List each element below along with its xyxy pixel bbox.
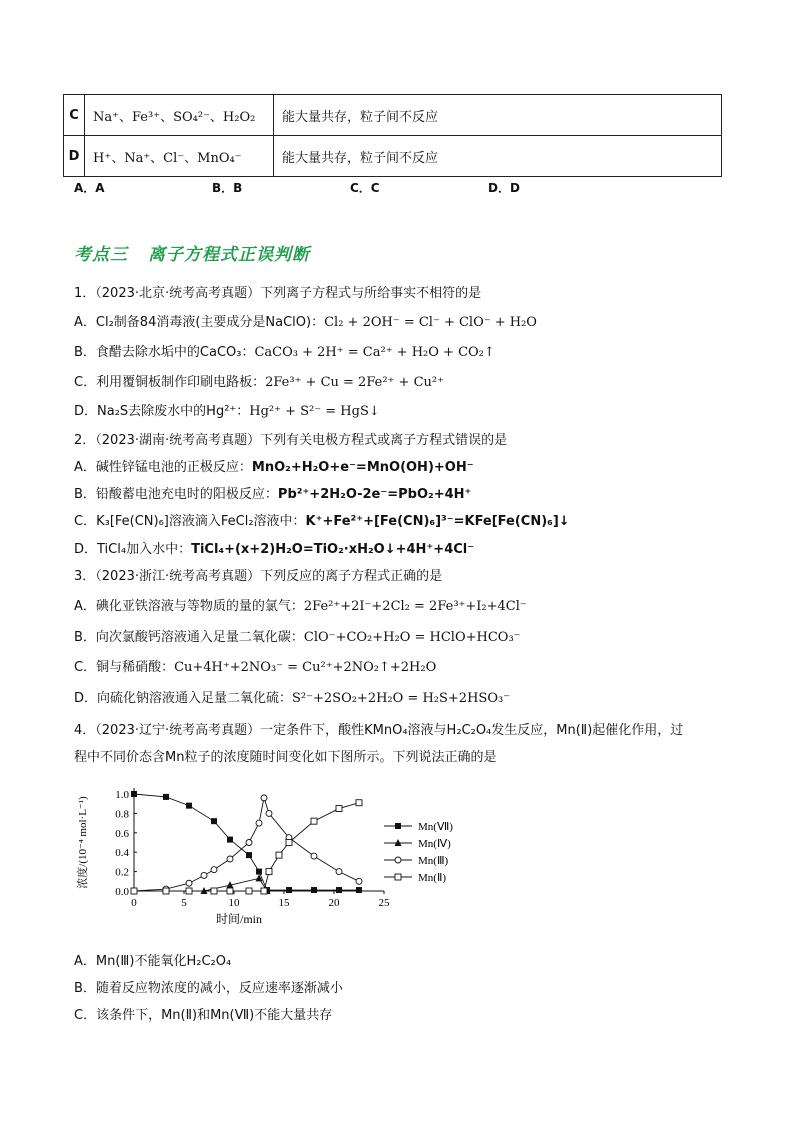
q3-d-text: D．向硫化钠溶液通入足量二氧化硫： (74, 691, 293, 706)
data-point (311, 887, 317, 893)
q2-stem: 2．（2023·湖南·统考高考真题）下列有关电极方程式或离子方程式错误的是 (74, 433, 508, 448)
data-point (256, 820, 262, 826)
section-title: 离子方程式正误判断 (148, 245, 310, 265)
data-point (246, 852, 252, 858)
y-tick-label: 1.0 (115, 789, 129, 801)
data-point (227, 856, 233, 862)
q2-option-a (74, 456, 474, 475)
data-point (256, 869, 262, 875)
q3-b-equation: ClO⁻+CO₂+H₂O = HClO+HCO₃⁻ (303, 630, 521, 645)
data-point (356, 878, 362, 884)
data-point (336, 869, 342, 875)
q2-d-equation: TiCl₄+(x+2)H₂O=TiO₂·xH₂O↓+4H⁺+4Cl⁻ (191, 542, 475, 557)
data-point (163, 794, 169, 800)
row-label: D (64, 136, 85, 177)
q3-a-text: A．碘化亚铁溶液与等物质的量的氯气： (74, 599, 304, 614)
choice-c: C．C (350, 181, 380, 195)
q2-b-equation: Pb²⁺+2H₂O-2e⁻=PbO₂+4H⁺ (277, 487, 472, 502)
data-point (131, 888, 137, 894)
q2-a-equation: MnO₂+H₂O+e⁻=MnO(OH)+OH⁻ (251, 460, 474, 475)
data-point (266, 810, 272, 816)
q4-stem-line1: 4．（2023·辽宁·统考高考真题）一定条件下，酸性KMnO₄溶液与H₂C₂O₄发生反应，Mn(Ⅱ)起催化作用，过 (74, 723, 684, 738)
data-point (311, 853, 317, 859)
q4-stem-line2: 程中不同价态含Mn粒子的浓度随时间变化如下图所示。下列说法正确的是 (74, 750, 497, 765)
data-point (336, 806, 342, 812)
data-point (266, 869, 272, 875)
legend-marker (395, 839, 402, 846)
table-row (64, 136, 722, 177)
mn-concentration-chart (74, 770, 464, 940)
data-point (246, 840, 252, 846)
table-row (64, 95, 722, 136)
option-table (63, 94, 722, 177)
data-point (211, 867, 217, 873)
row-judgement: 能大量共存，粒子间不反应 (274, 95, 722, 136)
y-tick-label: 0.2 (115, 866, 129, 879)
q1-stem: 1．（2023·北京·统考高考真题）下列离子方程式与所给事实不相符的是 (74, 286, 482, 301)
legend-label: Mn(Ⅱ) (418, 872, 447, 884)
q1-option-b (74, 341, 495, 360)
data-point (356, 800, 362, 806)
q2-option-c (74, 510, 570, 529)
q4-option-b: B．随着反应物浓度的减小，反应速率逐渐减小 (74, 981, 343, 996)
q3-option-a (74, 595, 527, 614)
data-point (131, 791, 137, 797)
q3-c-equation: Cu+4H⁺+2NO₃⁻ = Cu²⁺+2NO₂↑+2H₂O (174, 660, 437, 675)
data-point (201, 872, 207, 878)
data-point (227, 837, 233, 843)
y-tick-label: 0.6 (115, 827, 129, 840)
row-ions: Na⁺、Fe³⁺、SO₄²⁻、H₂O₂ (85, 95, 274, 136)
q4-option-c: C．该条件下，Mn(Ⅱ)和Mn(Ⅶ)不能大量共存 (74, 1008, 333, 1023)
y-tick-label: 0.0 (115, 886, 129, 898)
data-point (286, 840, 292, 846)
data-point (286, 887, 292, 893)
q1-c-text: C．利用覆铜板制作印刷电路板： (74, 375, 266, 390)
row-label: C (64, 95, 85, 136)
q3-d-equation: S²⁻+2SO₂+2H₂O = H₂S+2HSO₃⁻ (292, 691, 511, 706)
legend-marker (395, 823, 401, 829)
legend-label: Mn(Ⅳ) (418, 838, 451, 850)
chart-legend (384, 821, 453, 884)
series-line-3 (134, 803, 359, 891)
q1-b-text: B．食醋去除水垢中的CaCO₃： (74, 345, 255, 360)
x-tick-label: 15 (278, 897, 290, 909)
q3-a-equation: 2Fe²⁺+2I⁻+2Cl₂ = 2Fe³⁺+I₂+4Cl⁻ (303, 599, 527, 614)
x-axis-label: 时间/min (215, 912, 263, 926)
q1-option-a (74, 311, 537, 330)
q1-c-equation: 2Fe³⁺ + Cu = 2Fe²⁺ + Cu²⁺ (265, 375, 444, 390)
data-point (276, 852, 282, 858)
legend-marker (395, 857, 401, 863)
q1-d-equation: Hg²⁺ + S²⁻ = HgS↓ (249, 404, 380, 419)
data-point (163, 888, 169, 894)
chart-series (131, 791, 362, 894)
q3-option-c (74, 656, 436, 675)
q2-b-text: B．铅酸蓄电池充电时的阳极反应： (74, 487, 278, 502)
data-point (211, 888, 217, 894)
q2-c-text: C．K₃[Fe(CN)₆]溶液滴入FeCl₂溶液中： (74, 514, 306, 529)
row-ions: H⁺、Na⁺、Cl⁻、MnO₄⁻ (85, 136, 274, 177)
answer-choices (74, 179, 626, 196)
q1-d-text: D．Na₂S去除废水中的Hg²⁺： (74, 404, 250, 419)
q1-a-equation: Cl₂ + 2OH⁻ = Cl⁻ + ClO⁻ + H₂O (324, 315, 537, 330)
data-point (186, 888, 192, 894)
legend-label: Mn(Ⅶ) (418, 821, 453, 833)
row-judgement: 能大量共存，粒子间不反应 (274, 136, 722, 177)
q3-c-text: C．铜与稀硝酸： (74, 660, 175, 675)
q2-option-d (74, 538, 474, 557)
q2-d-text: D．TiCl₄加入水中： (74, 542, 192, 557)
q3-stem: 3．（2023·浙江·统考高考真题）下列反应的离子方程式正确的是 (74, 569, 443, 584)
data-point (311, 818, 317, 824)
q1-option-d (74, 400, 380, 419)
q3-option-d (74, 687, 510, 706)
q1-b-equation: CaCO₃ + 2H⁺ = Ca²⁺ + H₂O + CO₂↑ (254, 345, 495, 360)
data-point (211, 818, 217, 824)
choice-b: B．B (212, 181, 243, 195)
data-point (261, 888, 267, 894)
choice-a: A．A (74, 181, 105, 195)
x-tick-label: 25 (378, 897, 390, 909)
x-tick-label: 20 (328, 897, 340, 909)
data-point (261, 795, 267, 801)
y-axis-label: 浓度/(10⁻⁴ mol·L⁻¹) (77, 796, 89, 889)
q1-a-text: A．Cl₂制备84消毒液(主要成分是NaClO)： (74, 315, 325, 330)
data-point (336, 887, 342, 893)
y-tick-label: 0.4 (115, 847, 129, 860)
section-heading (74, 240, 330, 265)
q1-option-c (74, 371, 444, 390)
data-point (356, 887, 362, 893)
q3-option-b (74, 626, 521, 645)
section-number: 考点三 (74, 245, 128, 265)
x-tick-label: 10 (228, 897, 240, 909)
x-tick-label: 5 (181, 897, 187, 909)
q2-c-equation: K⁺+Fe²⁺+[Fe(CN)₆]³⁻=KFe[Fe(CN)₆]↓ (305, 514, 570, 529)
legend-label: Mn(Ⅲ) (418, 855, 449, 867)
choice-d: D．D (488, 181, 520, 195)
data-point (186, 803, 192, 809)
q3-b-text: B．向次氯酸钙溶液通入足量二氧化碳： (74, 630, 304, 645)
q4-option-a: A．Mn(Ⅲ)不能氧化H₂C₂O₄ (74, 954, 232, 969)
data-point (227, 888, 233, 894)
q2-a-text: A．碱性锌锰电池的正极反应： (74, 460, 252, 475)
y-tick-label: 0.8 (115, 808, 129, 821)
data-point (186, 880, 192, 886)
q2-option-b (74, 483, 471, 502)
data-point (246, 888, 252, 894)
legend-marker (395, 874, 401, 880)
x-tick-label: 0 (131, 897, 137, 909)
